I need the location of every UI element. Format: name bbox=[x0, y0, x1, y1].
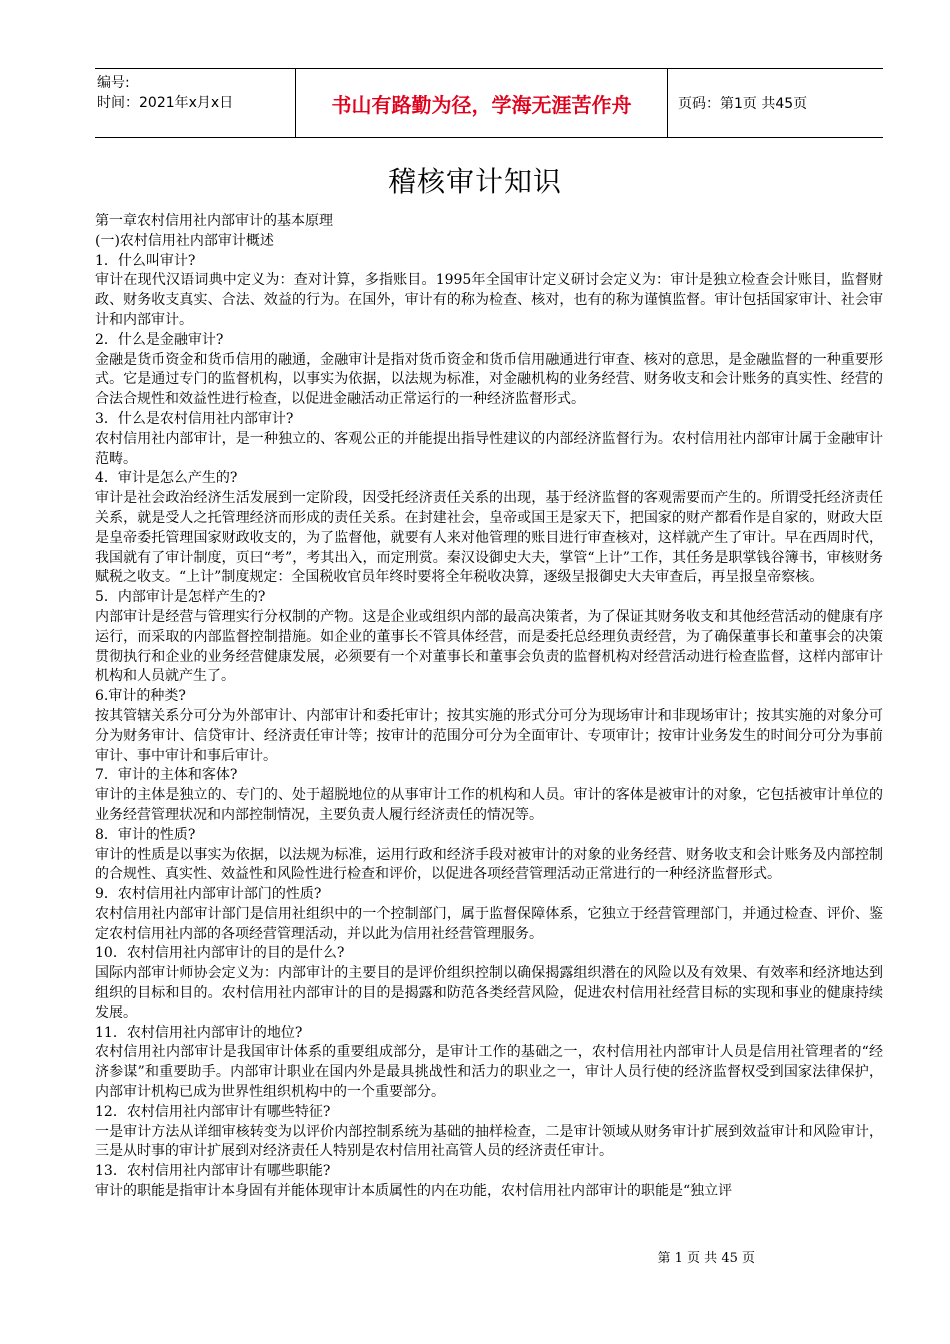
paragraph: 11．农村信用社内部审计的地位? bbox=[95, 1024, 303, 1041]
paragraph: 审计的性质是以事实为依据，以法规为标准，运用行政和经济手段对被审计的对象的业务经营、财务收支和会计账务及内部控制的合规性、真实性、效益性和风险性进行检查和评价，以促进各项经营管理活动正常进行的一种经济监督形式。 bbox=[95, 846, 883, 883]
paragraph: 2．什么是金融审计? bbox=[95, 331, 224, 348]
paragraph: 一是审计方法从详细审核转变为以评价内部控制系统为基础的抽样检查，二是审计领域从财务审计扩展到效益审计和风险审计，三是从时事的审计扩展到对经济责任人特别是农村信用社高管人员的经济责任审计。 bbox=[95, 1123, 883, 1160]
paragraph: 第一章农村信用社内部审计的基本原理 bbox=[95, 213, 333, 229]
document-title: 稽核审计知识 bbox=[387, 165, 562, 198]
paragraph: 7．审计的主体和客体? bbox=[95, 767, 238, 784]
header-page-info: 页码：第1页 共45页 bbox=[678, 96, 808, 112]
paragraph: 内部审计是经营与管理实行分权制的产物。这是企业或组织内部的最高决策者，为了保证其财务收支和其他经营活动的健康有序运行，而采取的内部监督控制措施。如企业的董事长不管具体经营，而是委托总经理负责经营，为了确保董事长和董事会的决策贯彻执行和企业的业务经营健康发展，必须要有一个对董事长和董事会负责的监督机构对经营活动进行检查监督，这样内部审计机构和人员就产生了。 bbox=[95, 608, 883, 685]
paragraph: 审计的主体是独立的、专门的、处于超脱地位的从事审计工作的机构和人员。审计的客体是被审计的对象，它包括被审计单位的业务经营管理状况和内部控制情况，主要负责人履行经济责任的情况等。 bbox=[95, 787, 883, 823]
paragraph: 农村信用社内部审计是我国审计体系的重要组成部分，是审计工作的基础之一，农村信用社内部审计人员是信用社管理者的“经济参谋”和重要助手。内部审计职业在国内外是最具挑战性和活力的职业之一，审计人员行使的经济监督权受到国家法律保护，内部审计机构已成为世界性组织机构中的一个重要部分。 bbox=[95, 1044, 883, 1101]
document-body bbox=[95, 212, 883, 1202]
paragraph: 审计在现代汉语词典中定义为：查对计算，多指账目。1995年全国审计定义研讨会定义为：审计是独立检查会计账目，监督财政、财务收支真实、合法、效益的行为。在国外，审计有的称为检查、核对，也有的称为谨慎监督。审计包括国家审计、社会审计和内部审计。 bbox=[95, 272, 883, 328]
paragraph: 国际内部审计师协会定义为：内部审计的主要目的是评价组织控制以确保揭露组织潜在的风险以及有效果、有效率和经济地达到组织的目标和目的。农村信用社内部审计的目的是揭露和防范各类经营风险，促进农村信用社经营目标的实现和事业的健康持续发展。 bbox=[95, 965, 883, 1021]
paragraph: 5．内部审计是怎样产生的? bbox=[95, 589, 266, 606]
paragraph: 10．农村信用社内部审计的目的是什么? bbox=[95, 945, 345, 962]
paragraph: 1．什么叫审计? bbox=[95, 252, 196, 269]
paragraph: 按其管辖关系分可分为外部审计、内部审计和委托审计；按其实施的形式分可分为现场审计和非现场审计；按其实施的对象分可分为财务审计、信贷审计、经济责任审计等；按审计的范围分可分为全面审计、专项审计；按审计业务发生的时间分可分为事前审计、事中审计和事后审计。 bbox=[95, 707, 883, 764]
paragraph: 3．什么是农村信用社内部审计? bbox=[95, 410, 294, 427]
header-meta bbox=[95, 69, 295, 137]
paragraph: 农村信用社内部审计，是一种独立的、客观公正的并能提出指导性建议的内部经济监督行为。农村信用社内部审计属于金融审计范畴。 bbox=[95, 430, 883, 467]
paragraph: 12．农村信用社内部审计有哪些特征? bbox=[95, 1103, 331, 1120]
paragraph: 审计是社会政治经济生活发展到一定阶段，因受托经济责任关系的出现，基于经济监督的客观需要而产生的。所谓受托经济责任关系，就是受人之托管理经济而形成的责任关系。在封建社会，皇帝或国王是家天下，把国家的财产都看作是自家的，财政大臣是皇帝委托管理国家财政收支的，为了监督他，就要有人来对他管理的账目进行审查核对，这样就产生了审计。早在西周时代，我国就有了审计制度，页曰“考”，考其出入，而定刑赏。秦汉设御史大夫，掌管“上计”工作，其任务是职掌钱谷簿书，审核财务赋税之收支。“上计”制度规定：全国税收官员年终时要将全年税收决算，逐级呈报御史大夫审查后，再呈报皇帝察核。 bbox=[95, 490, 883, 586]
page-footer: 第 1 页 共 45 页 bbox=[657, 1251, 755, 1266]
paragraph: (一)农村信用社内部审计概述 bbox=[95, 232, 274, 249]
paragraph: 8．审计的性质? bbox=[95, 826, 196, 843]
page-header bbox=[95, 68, 883, 138]
paragraph: 13．农村信用社内部审计有哪些职能? bbox=[95, 1163, 331, 1180]
paragraph: 6.审计的种类? bbox=[95, 688, 186, 705]
serial-label: 编号: bbox=[97, 75, 130, 91]
paragraph: 9．农村信用社内部审计部门的性质? bbox=[95, 886, 322, 903]
paragraph: 金融是货币资金和货币信用的融通，金融审计是指对货币资金和货币信用融通进行审查、核对的意思，是金融监督的一种重要形式。它是通过专门的监督机构，以事实为依据，以法规为标准，对金融机构的业务经营、财务收支和会计账务的真实性、经营的合法合规性和效益性进行检查，以促进金融活动正常运行的一种经济监督形式。 bbox=[95, 351, 883, 408]
paragraph: 4．审计是怎么产生的? bbox=[95, 470, 238, 487]
time-label: 时间：2021年x月x日 bbox=[97, 95, 234, 111]
paragraph: 审计的职能是指审计本身固有并能体现审计本质属性的内在功能，农村信用社内部审计的职能是“独立评 bbox=[95, 1183, 733, 1200]
paragraph: 农村信用社内部审计部门是信用社组织中的一个控制部门，属于监督保障体系，它独立于经营管理部门，并通过检查、评价、鉴定农村信用社内部的各项经营管理活动，并以此为信用社经营管理服务。 bbox=[95, 905, 883, 942]
header-motto: 书山有路勤为径，学海无涯苦作舟 bbox=[295, 69, 668, 137]
